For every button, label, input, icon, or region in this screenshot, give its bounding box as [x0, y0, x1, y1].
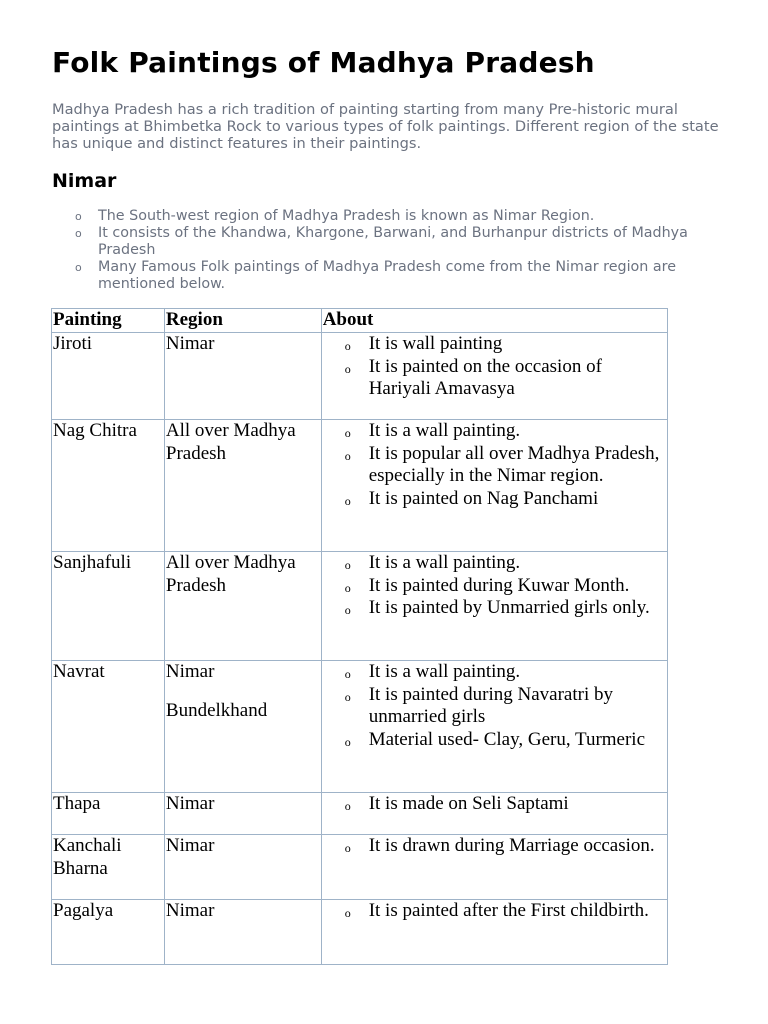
region-text: All over Madhya Pradesh	[165, 552, 296, 596]
region-text: All over Madhya Pradesh	[165, 420, 296, 464]
about-text: It is painted during Navaratri by unmarried girls	[368, 683, 613, 727]
about-list	[323, 900, 666, 923]
intro-paragraph: Madhya Pradesh has a rich tradition of painting starting from many Pre-historic mural paintings at Bhimbetka Rock to various types of folk paintings. Different region of the state has unique and distinct features in their paintings.	[52, 101, 719, 152]
about-list	[323, 552, 666, 620]
table-row	[52, 552, 668, 661]
bullet-marker-icon: o	[344, 689, 351, 704]
region-text: Nimar	[165, 333, 215, 354]
about-item	[323, 900, 666, 923]
about-list	[323, 333, 666, 401]
bullet-text: The South-west region of Madhya Pradesh is known as Nimar Region.	[98, 208, 595, 224]
cell-painting: Jiroti	[52, 333, 165, 420]
bullet-marker-icon: o	[344, 734, 351, 749]
about-list	[323, 661, 666, 751]
cell-about	[321, 420, 667, 552]
region-text: Nimar	[165, 900, 215, 921]
about-list	[323, 835, 666, 858]
cell-region	[164, 900, 321, 965]
about-text: It is wall painting	[368, 333, 503, 354]
about-text: It is a wall painting.	[368, 552, 521, 573]
bullet-item	[52, 259, 718, 293]
about-text: It is a wall painting.	[368, 420, 521, 441]
bullet-marker-icon: o	[344, 448, 351, 463]
cell-painting: Pagalya	[52, 900, 165, 965]
bullet-marker-icon: o	[344, 667, 351, 681]
region-text: Nimar	[165, 661, 215, 682]
region-text-secondary: Bundelkhand	[165, 699, 268, 721]
table-row	[52, 420, 668, 552]
cell-region	[164, 333, 321, 420]
about-item	[323, 793, 666, 816]
table-row	[52, 835, 668, 900]
about-item	[323, 333, 666, 356]
about-text: It is painted on Nag Panchami	[368, 487, 599, 509]
cell-about	[321, 900, 667, 965]
bullet-marker-icon: o	[344, 339, 351, 353]
about-item	[323, 488, 666, 511]
bullet-item	[52, 208, 718, 225]
cell-region	[164, 420, 321, 552]
cell-about	[321, 793, 667, 835]
about-item	[323, 729, 666, 752]
cell-region	[164, 661, 321, 793]
document-page	[52, 44, 722, 293]
cell-painting: Kanchali Bharna	[52, 835, 165, 900]
about-item	[323, 661, 666, 684]
table-header-row	[52, 309, 668, 333]
cell-about	[321, 835, 667, 900]
bullet-marker-icon: o	[75, 261, 82, 274]
cell-about	[321, 661, 667, 793]
bullet-marker-icon: o	[344, 603, 351, 617]
bullet-marker-icon: o	[344, 841, 351, 855]
region-text: Nimar	[165, 835, 215, 856]
about-item	[323, 420, 666, 443]
about-item	[323, 575, 666, 598]
bullet-marker-icon: o	[344, 799, 351, 813]
bullet-item	[52, 225, 718, 259]
region-text: Nimar	[165, 793, 215, 814]
about-item	[323, 597, 666, 620]
bullet-marker-icon: o	[344, 906, 351, 920]
table-row	[52, 333, 668, 420]
about-text: It is painted on the occasion of Hariyali Amavasya	[368, 355, 602, 399]
bullet-marker-icon: o	[344, 580, 351, 595]
about-text: It is painted after the First childbirth.	[368, 900, 649, 921]
bullet-marker-icon: o	[75, 227, 82, 240]
about-text: It is made on Seli Saptami	[368, 793, 569, 814]
section-heading: Nimar	[52, 170, 117, 192]
cell-region	[164, 793, 321, 835]
about-text: Material used- Clay, Geru, Turmeric	[368, 728, 646, 750]
cell-region	[164, 552, 321, 661]
bullet-marker-icon: o	[344, 558, 351, 572]
page-title: Folk Paintings of Madhya Pradesh	[52, 46, 595, 79]
cell-painting: Thapa	[52, 793, 165, 835]
table-row	[52, 661, 668, 793]
bullet-text: It consists of the Khandwa, Khargone, Barwani, and Burhanpur districts of Madhya Pradesh	[98, 225, 688, 258]
about-list	[323, 793, 666, 816]
paintings-table	[51, 308, 668, 965]
about-text: It is drawn during Marriage occasion.	[368, 835, 655, 856]
cell-painting: Nag Chitra	[52, 420, 165, 552]
table-row	[52, 900, 668, 965]
about-item	[323, 443, 666, 488]
about-item	[323, 835, 666, 858]
about-text: It is popular all over Madhya Pradesh, especially in the Nimar region.	[368, 442, 660, 486]
cell-region	[164, 835, 321, 900]
about-text: It is painted during Kuwar Month.	[368, 574, 630, 596]
cell-painting: Navrat	[52, 661, 165, 793]
header-about: About	[321, 309, 667, 333]
header-painting: Painting	[52, 309, 165, 333]
about-item	[323, 552, 666, 575]
bullet-marker-icon: o	[344, 426, 351, 440]
about-item	[323, 684, 666, 729]
header-region: Region	[164, 309, 321, 333]
cell-painting: Sanjhafuli	[52, 552, 165, 661]
cell-about	[321, 552, 667, 661]
about-text: It is painted by Unmarried girls only.	[368, 597, 650, 618]
bullet-marker-icon: o	[344, 493, 351, 508]
bullet-list	[52, 208, 722, 293]
about-list	[323, 420, 666, 510]
bullet-marker-icon: o	[344, 361, 351, 376]
about-item	[323, 356, 666, 401]
cell-about	[321, 333, 667, 420]
bullet-marker-icon: o	[75, 210, 82, 223]
table-row	[52, 793, 668, 835]
about-text: It is a wall painting.	[368, 661, 521, 682]
bullet-text: Many Famous Folk paintings of Madhya Pradesh come from the Nimar region are mentioned below.	[98, 259, 677, 292]
